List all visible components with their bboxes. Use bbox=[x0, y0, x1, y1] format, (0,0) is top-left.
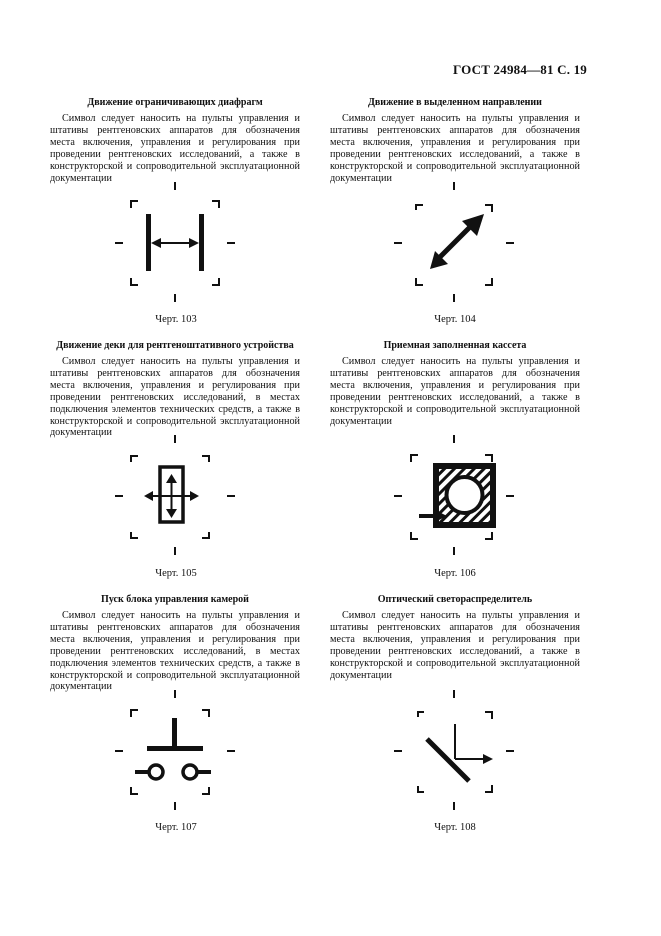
section-title: Приемная заполненная кассета bbox=[383, 340, 527, 351]
section-104 bbox=[330, 97, 580, 184]
page-header: ГОСТ 24984—81 С. 19 bbox=[453, 62, 587, 77]
section-108 bbox=[330, 594, 580, 681]
section-title: Пуск блока управления камерой bbox=[101, 594, 249, 605]
figure-caption: Черт. 104 bbox=[434, 314, 476, 325]
figure-caption: Черт. 103 bbox=[155, 314, 197, 325]
figure-caption: Черт. 105 bbox=[155, 568, 197, 579]
diagonal-movement-icon bbox=[389, 180, 519, 310]
section-title: Движение в выделенном направлении bbox=[368, 97, 542, 108]
section-103 bbox=[50, 97, 300, 184]
diaphragm-movement-icon bbox=[110, 180, 240, 310]
section-title: Движение деки для рентгеноштативного устройства bbox=[56, 340, 294, 351]
section-body: Символ следует наносить на пульты управления и штативы рентгеновских аппаратов для обозначения места включения, управления и регулирования при проведении рентгеновских исследований, в местах подключения элементов технических средств, а также в конструкторской и сопроводительной эксплуатационной документации bbox=[50, 356, 300, 439]
loaded-cassette-icon bbox=[389, 433, 519, 563]
section-105 bbox=[50, 340, 300, 439]
section-body: Символ следует наносить на пульты управления и штативы рентгеновских аппаратов для обозначения места включения, управления и регулирования при проведении рентгеновских исследований, в местах подключения элементов технических средств, а также в конструкторской и сопроводительной эксплуатационной документации bbox=[50, 610, 300, 693]
camera-start-icon bbox=[110, 688, 240, 818]
section-107 bbox=[50, 594, 300, 693]
table-top-movement-icon bbox=[110, 433, 240, 563]
section-title: Движение ограничивающих диафрагм bbox=[87, 97, 263, 108]
section-body: Символ следует наносить на пульты управления и штативы рентгеновских аппаратов для обозначения места включения, управления и регулирования при проведении рентгеновских исследований, а также в конструкторской и сопроводительной эксплуатационной документации bbox=[330, 356, 580, 427]
figure-caption: Черт. 107 bbox=[155, 822, 197, 833]
figure-caption: Черт. 106 bbox=[434, 568, 476, 579]
section-body: Символ следует наносить на пульты управления и штативы рентгеновских аппаратов для обозначения места включения, управления и регулирования при проведении рентгеновских исследований, а также в конструкторской и сопроводительной эксплуатационной документации bbox=[50, 113, 300, 184]
section-body: Символ следует наносить на пульты управления и штативы рентгеновских аппаратов для обозначения места включения, управления и регулирования при проведении рентгеновских исследований, а также в конструкторской и сопроводительной эксплуатационной документации bbox=[330, 113, 580, 184]
section-title: Оптический светораспределитель bbox=[377, 594, 533, 605]
section-body: Символ следует наносить на пульты управления и штативы рентгеновских аппаратов для обозначения места включения, управления и регулирования при проведении рентгеновских исследований, а также в конструкторской и сопроводительной эксплуатационной документации bbox=[330, 610, 580, 681]
section-106 bbox=[330, 340, 580, 427]
optical-distributor-icon bbox=[389, 688, 519, 818]
figure-caption: Черт. 108 bbox=[434, 822, 476, 833]
